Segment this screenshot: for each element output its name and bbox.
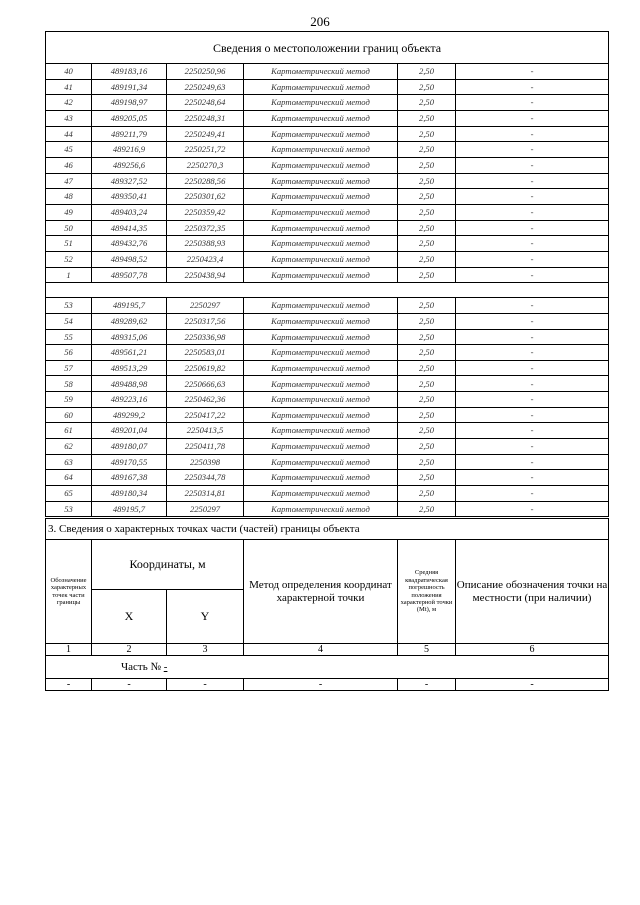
point-number: 42 [46, 95, 92, 111]
y-coordinate: 2250297 [167, 298, 244, 314]
accuracy: 2,50 [398, 157, 456, 173]
x-coordinate: 489195,7 [92, 501, 167, 517]
method: Картометрический метод [244, 236, 398, 252]
description: - [456, 126, 609, 142]
table-row [46, 439, 609, 455]
method: Картометрический метод [244, 345, 398, 361]
table-row [46, 95, 609, 111]
x-coordinate: 489327,52 [92, 173, 167, 189]
method: Картометрический метод [244, 142, 398, 158]
method: Картометрический метод [244, 157, 398, 173]
header-point-name: Обозначение характерных точек части границы [46, 540, 92, 644]
point-number: 44 [46, 126, 92, 142]
table-cell: - [167, 679, 244, 691]
section-3-title: 3. Сведения о характерных точках части (частей) границы объекта [46, 519, 609, 540]
column-number: 1 [46, 644, 92, 656]
x-coordinate: 489561,21 [92, 345, 167, 361]
y-coordinate: 2250301,62 [167, 189, 244, 205]
table-row [46, 423, 609, 439]
method: Картометрический метод [244, 64, 398, 80]
method: Картометрический метод [244, 470, 398, 486]
point-number: 41 [46, 79, 92, 95]
y-coordinate: 2250413,5 [167, 423, 244, 439]
accuracy: 2,50 [398, 470, 456, 486]
x-coordinate: 489513,29 [92, 360, 167, 376]
description: - [456, 439, 609, 455]
description: - [456, 267, 609, 283]
accuracy: 2,50 [398, 329, 456, 345]
header-y: Y [167, 590, 244, 644]
method: Картометрический метод [244, 267, 398, 283]
x-coordinate: 489180,07 [92, 439, 167, 455]
x-coordinate: 489403,24 [92, 204, 167, 220]
column-number: 3 [167, 644, 244, 656]
x-coordinate: 489498,52 [92, 251, 167, 267]
table-row [46, 313, 609, 329]
column-numbers-row [46, 644, 609, 656]
page-number: 206 [310, 14, 330, 29]
point-number: 65 [46, 486, 92, 502]
method: Картометрический метод [244, 204, 398, 220]
method: Картометрический метод [244, 220, 398, 236]
description: - [456, 392, 609, 408]
description: - [456, 110, 609, 126]
table-cell: - [92, 679, 167, 691]
x-coordinate: 489507,78 [92, 267, 167, 283]
part-points-table [45, 518, 609, 691]
table-row [46, 173, 609, 189]
table-row [46, 251, 609, 267]
description: - [456, 157, 609, 173]
table-row [46, 142, 609, 158]
table-row [46, 64, 609, 80]
point-number: 57 [46, 360, 92, 376]
y-coordinate: 2250270,3 [167, 157, 244, 173]
method: Картометрический метод [244, 392, 398, 408]
accuracy: 2,50 [398, 501, 456, 517]
header-accuracy: Средняя квадратическая погрешность положения характерной точки (Mt), м [398, 540, 456, 644]
x-coordinate: 489198,97 [92, 95, 167, 111]
description: - [456, 95, 609, 111]
method: Картометрический метод [244, 251, 398, 267]
y-coordinate: 2250248,31 [167, 110, 244, 126]
description: - [456, 204, 609, 220]
table-row [46, 392, 609, 408]
header-method: Метод определения координат характерной точки [244, 540, 398, 644]
table-row [46, 220, 609, 236]
column-number: 2 [92, 644, 167, 656]
y-coordinate: 2250388,93 [167, 236, 244, 252]
table-cell: - [398, 679, 456, 691]
table-row [46, 407, 609, 423]
description: - [456, 173, 609, 189]
accuracy: 2,50 [398, 95, 456, 111]
x-coordinate: 489180,34 [92, 486, 167, 502]
point-number: 43 [46, 110, 92, 126]
section-title: Сведения о местоположении границ объекта [46, 32, 609, 64]
x-coordinate: 489299,2 [92, 407, 167, 423]
description: - [456, 64, 609, 80]
accuracy: 2,50 [398, 486, 456, 502]
y-coordinate: 2250423,4 [167, 251, 244, 267]
point-number: 59 [46, 392, 92, 408]
y-coordinate: 2250250,96 [167, 64, 244, 80]
accuracy: 2,50 [398, 142, 456, 158]
table-cell: - [456, 679, 609, 691]
y-coordinate: 2250251,72 [167, 142, 244, 158]
description: - [456, 251, 609, 267]
method: Картометрический метод [244, 95, 398, 111]
description: - [456, 189, 609, 205]
y-coordinate: 2250249,63 [167, 79, 244, 95]
x-coordinate: 489195,7 [92, 298, 167, 314]
description: - [456, 501, 609, 517]
accuracy: 2,50 [398, 423, 456, 439]
y-coordinate: 2250372,35 [167, 220, 244, 236]
point-number: 62 [46, 439, 92, 455]
accuracy: 2,50 [398, 110, 456, 126]
y-coordinate: 2250583,01 [167, 345, 244, 361]
point-number: 53 [46, 501, 92, 517]
method: Картометрический метод [244, 360, 398, 376]
accuracy: 2,50 [398, 251, 456, 267]
accuracy: 2,50 [398, 392, 456, 408]
table-row [46, 345, 609, 361]
y-coordinate: 2250249,41 [167, 126, 244, 142]
description: - [456, 423, 609, 439]
accuracy: 2,50 [398, 173, 456, 189]
point-number: 58 [46, 376, 92, 392]
method: Картометрический метод [244, 329, 398, 345]
point-number: 61 [46, 423, 92, 439]
y-coordinate: 2250297 [167, 501, 244, 517]
table-row [46, 329, 609, 345]
point-number: 54 [46, 313, 92, 329]
method: Картометрический метод [244, 407, 398, 423]
table-row [46, 267, 609, 283]
y-coordinate: 2250619,82 [167, 360, 244, 376]
accuracy: 2,50 [398, 267, 456, 283]
part-label: Часть № [121, 661, 161, 673]
y-coordinate: 2250314,81 [167, 486, 244, 502]
x-coordinate: 489256,6 [92, 157, 167, 173]
column-number: 4 [244, 644, 398, 656]
x-coordinate: 489170,55 [92, 454, 167, 470]
empty-data-row [46, 679, 609, 691]
accuracy: 2,50 [398, 407, 456, 423]
point-number: 53 [46, 298, 92, 314]
y-coordinate: 2250398 [167, 454, 244, 470]
accuracy: 2,50 [398, 64, 456, 80]
point-number: 52 [46, 251, 92, 267]
table-row [46, 79, 609, 95]
method: Картометрический метод [244, 173, 398, 189]
x-coordinate: 489289,62 [92, 313, 167, 329]
column-number: 6 [456, 644, 609, 656]
boundary-coordinates-table [45, 31, 609, 517]
point-number: 64 [46, 470, 92, 486]
table-row [46, 110, 609, 126]
y-coordinate: 2250438,94 [167, 267, 244, 283]
description: - [456, 454, 609, 470]
point-number: 50 [46, 220, 92, 236]
accuracy: 2,50 [398, 345, 456, 361]
accuracy: 2,50 [398, 126, 456, 142]
accuracy: 2,50 [398, 313, 456, 329]
method: Картометрический метод [244, 439, 398, 455]
x-coordinate: 489211,79 [92, 126, 167, 142]
x-coordinate: 489315,06 [92, 329, 167, 345]
method: Картометрический метод [244, 486, 398, 502]
y-coordinate: 2250666,63 [167, 376, 244, 392]
description: - [456, 345, 609, 361]
point-number: 56 [46, 345, 92, 361]
x-coordinate: 489205,05 [92, 110, 167, 126]
description: - [456, 298, 609, 314]
method: Картометрический метод [244, 313, 398, 329]
description: - [456, 142, 609, 158]
x-coordinate: 489191,34 [92, 79, 167, 95]
point-number: 40 [46, 64, 92, 80]
accuracy: 2,50 [398, 220, 456, 236]
y-coordinate: 2250317,56 [167, 313, 244, 329]
point-number: 49 [46, 204, 92, 220]
table-row [46, 126, 609, 142]
x-coordinate: 489216,9 [92, 142, 167, 158]
x-coordinate: 489432,76 [92, 236, 167, 252]
description: - [456, 470, 609, 486]
x-coordinate: 489488,98 [92, 376, 167, 392]
table-row [46, 486, 609, 502]
point-number: 55 [46, 329, 92, 345]
point-number: 60 [46, 407, 92, 423]
header-x: X [92, 590, 167, 644]
y-coordinate: 2250344,78 [167, 470, 244, 486]
description: - [456, 236, 609, 252]
y-coordinate: 2250248,64 [167, 95, 244, 111]
description: - [456, 220, 609, 236]
point-number: 45 [46, 142, 92, 158]
table-cell: - [244, 679, 398, 691]
y-coordinate: 2250288,56 [167, 173, 244, 189]
y-coordinate: 2250359,42 [167, 204, 244, 220]
part-number-row [46, 656, 609, 679]
method: Картометрический метод [244, 376, 398, 392]
y-coordinate: 2250462,36 [167, 392, 244, 408]
table-row [46, 204, 609, 220]
x-coordinate: 489350,41 [92, 189, 167, 205]
point-number: 1 [46, 267, 92, 283]
method: Картометрический метод [244, 79, 398, 95]
table-row [46, 470, 609, 486]
accuracy: 2,50 [398, 376, 456, 392]
description: - [456, 376, 609, 392]
method: Картометрический метод [244, 189, 398, 205]
description: - [456, 407, 609, 423]
accuracy: 2,50 [398, 454, 456, 470]
method: Картометрический метод [244, 298, 398, 314]
description: - [456, 329, 609, 345]
accuracy: 2,50 [398, 360, 456, 376]
header-description: Описание обозначения точки на местности (при наличии) [456, 540, 609, 644]
table-row [46, 376, 609, 392]
point-number: 48 [46, 189, 92, 205]
table-row [46, 189, 609, 205]
separator-cell [46, 283, 609, 298]
x-coordinate: 489201,04 [92, 423, 167, 439]
description: - [456, 313, 609, 329]
method: Картометрический метод [244, 501, 398, 517]
description: - [456, 486, 609, 502]
x-coordinate: 489183,16 [92, 64, 167, 80]
table-row [46, 157, 609, 173]
part-value: - [163, 661, 168, 673]
point-number: 51 [46, 236, 92, 252]
table-cell: - [46, 679, 92, 691]
method: Картометрический метод [244, 126, 398, 142]
method: Картометрический метод [244, 110, 398, 126]
accuracy: 2,50 [398, 439, 456, 455]
x-coordinate: 489167,38 [92, 470, 167, 486]
table-row [46, 501, 609, 517]
method: Картометрический метод [244, 423, 398, 439]
contour-separator [46, 283, 609, 298]
point-number: 63 [46, 454, 92, 470]
x-coordinate: 489223,16 [92, 392, 167, 408]
accuracy: 2,50 [398, 79, 456, 95]
method: Картометрический метод [244, 454, 398, 470]
accuracy: 2,50 [398, 298, 456, 314]
table-row [46, 236, 609, 252]
column-number: 5 [398, 644, 456, 656]
point-number: 47 [46, 173, 92, 189]
table-row [46, 298, 609, 314]
accuracy: 2,50 [398, 236, 456, 252]
y-coordinate: 2250336,98 [167, 329, 244, 345]
table-row [46, 360, 609, 376]
y-coordinate: 2250417,22 [167, 407, 244, 423]
description: - [456, 79, 609, 95]
description: - [456, 360, 609, 376]
x-coordinate: 489414,35 [92, 220, 167, 236]
table-row [46, 454, 609, 470]
accuracy: 2,50 [398, 189, 456, 205]
y-coordinate: 2250411,78 [167, 439, 244, 455]
point-number: 46 [46, 157, 92, 173]
header-coordinates: Координаты, м [92, 540, 244, 590]
accuracy: 2,50 [398, 204, 456, 220]
